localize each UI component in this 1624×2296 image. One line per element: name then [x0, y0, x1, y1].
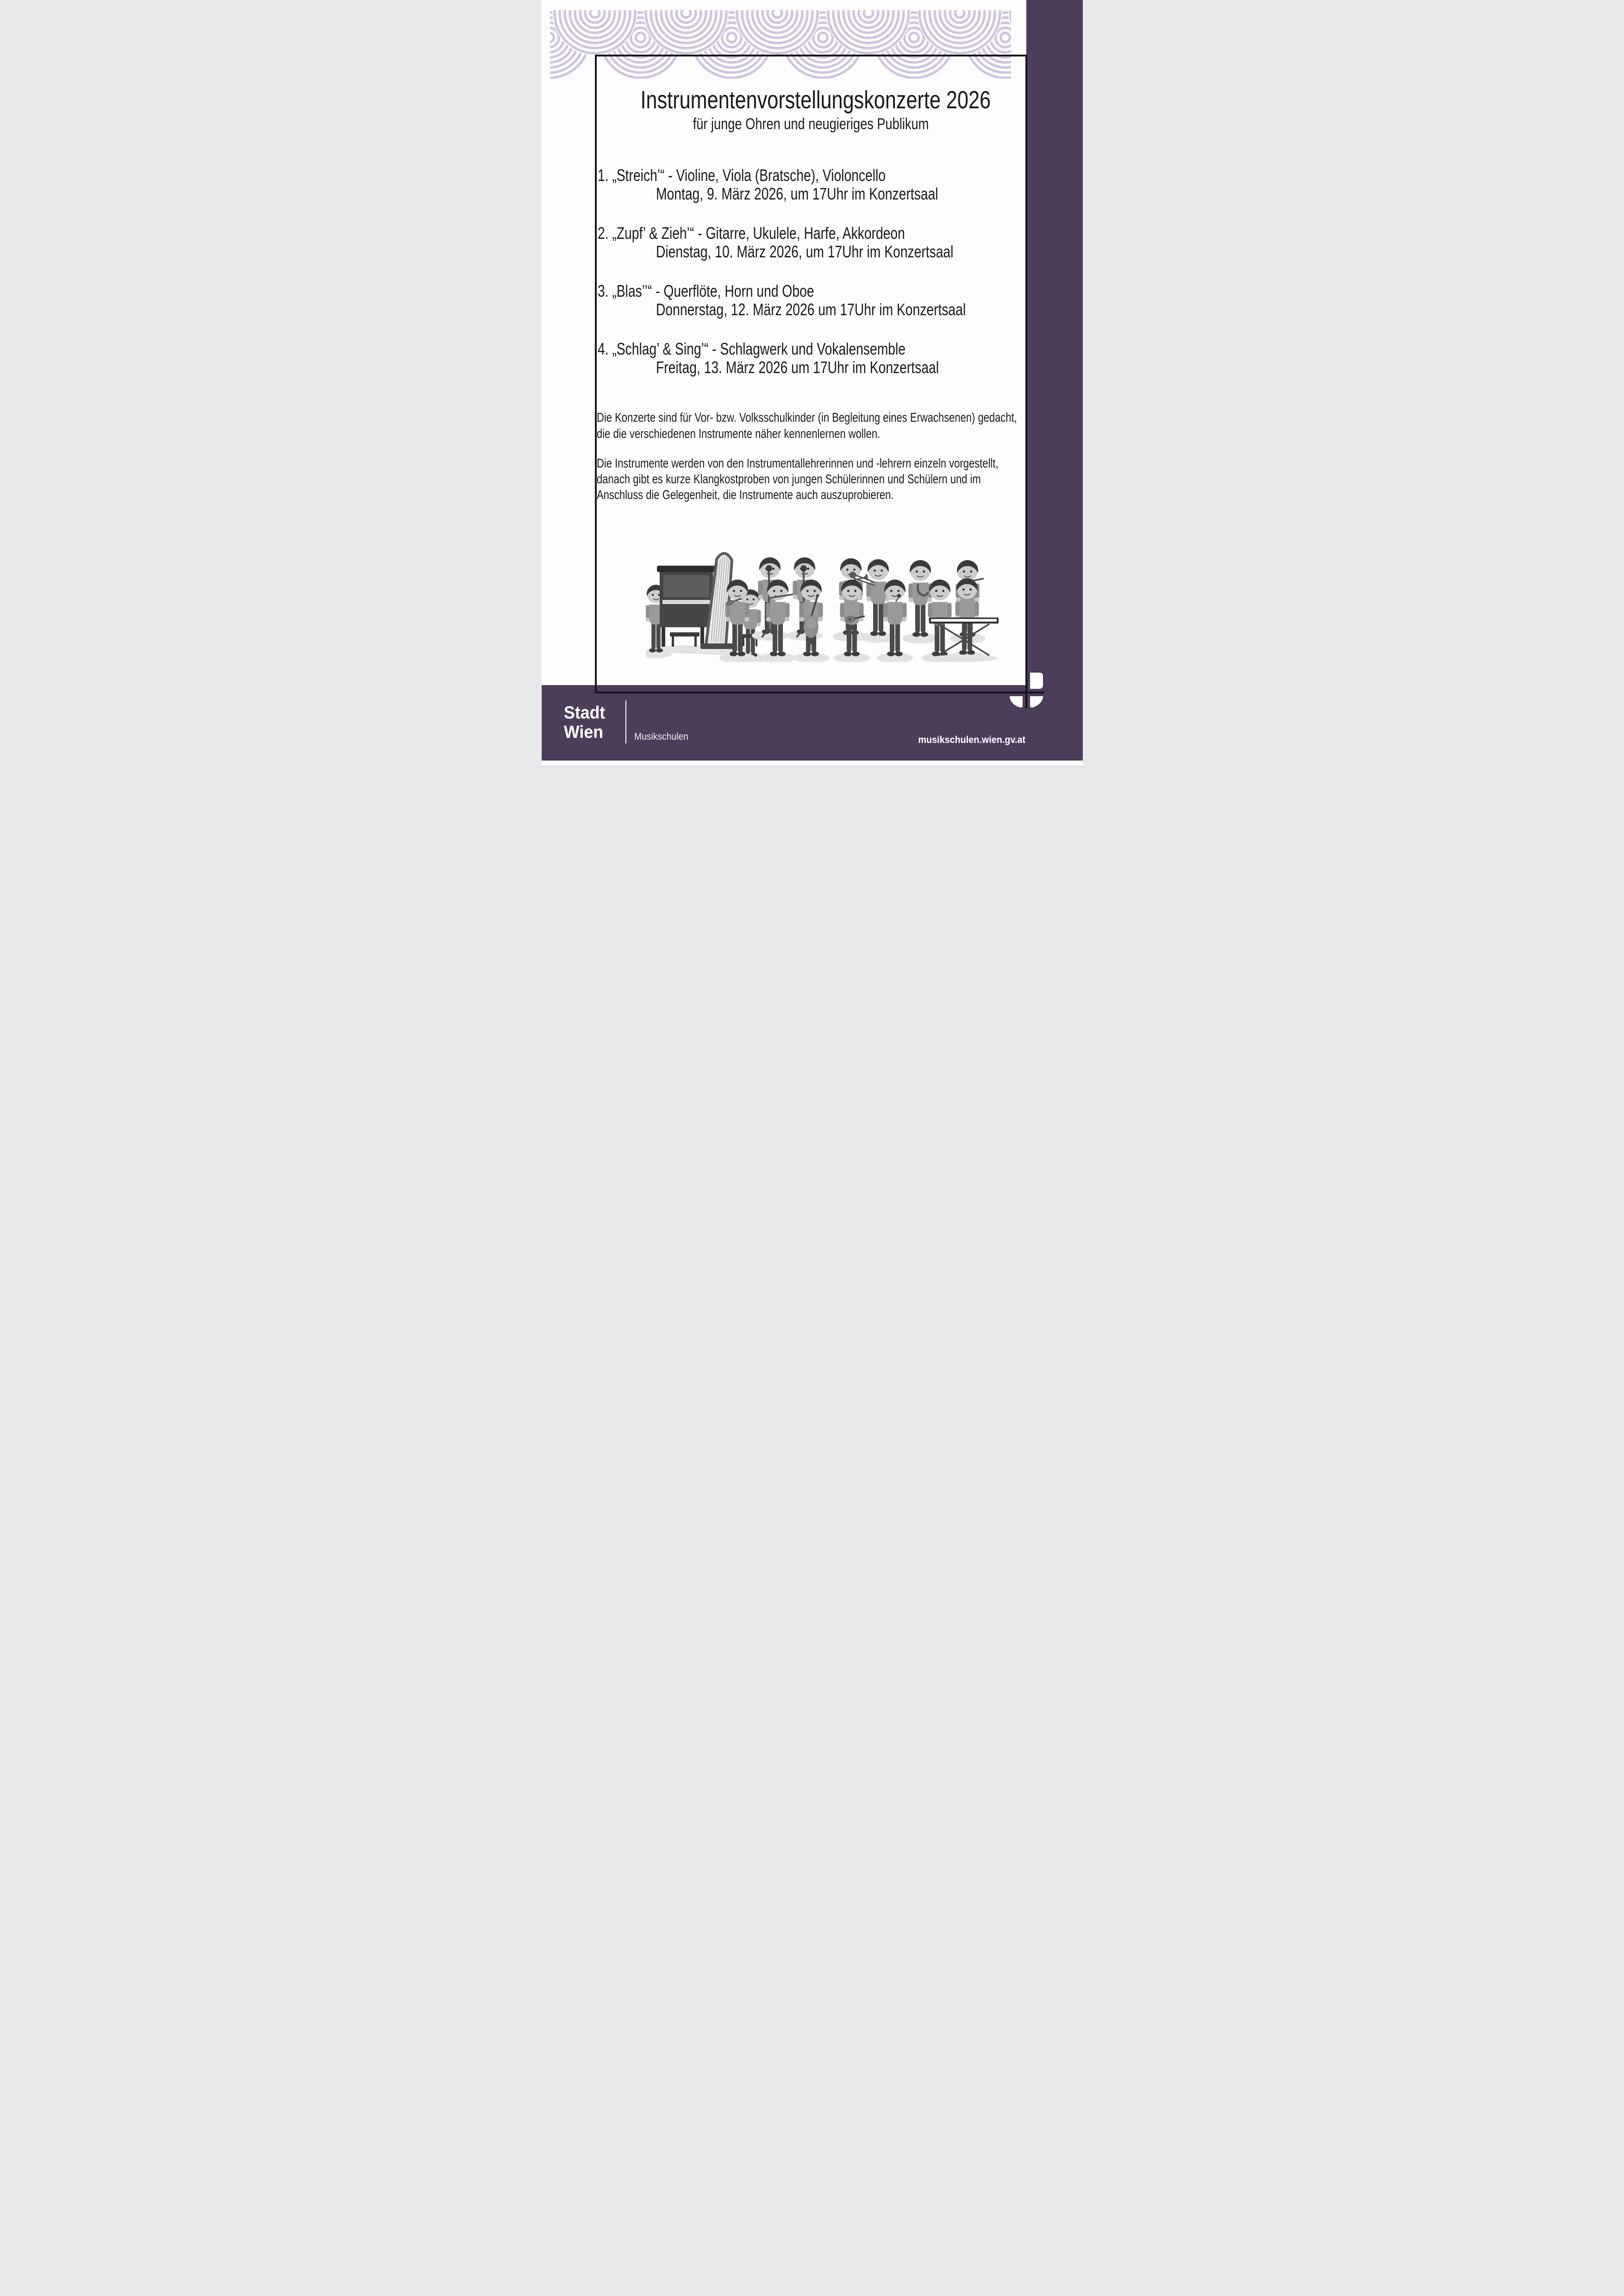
footer-band: [542, 685, 1083, 761]
page-title: [597, 87, 1025, 113]
saxophone-girl-illustration: [902, 560, 938, 643]
event-1-date: Montag, 9. März 2026, um 17Uhr im Konzertsaal: [656, 184, 938, 203]
brand-line-stadt: Stadt: [563, 703, 605, 723]
event-2-date: Dienstag, 10. März 2026, um 17Uhr im Konzertsaal: [656, 242, 953, 261]
department-label: Musikschulen: [634, 731, 688, 742]
info-paragraph-1: Die Konzerte sind für Vor- bzw. Volksschulkinder (in Begleitung eines Erwachsenen) gedacht, die die verschiedenen Instrumente näher kennenlernen wollen.: [596, 410, 1017, 441]
page-subtitle-text: für junge Ohren und neugieriges Publikum: [693, 115, 929, 133]
event-3-date: Donnerstag, 12. März 2026 um 17Uhr im Konzertsaal: [656, 300, 966, 319]
page-title-text: Instrumentenvorstellungskonzerte 2026: [640, 86, 991, 114]
stadt-wien-shield-icon: [1008, 671, 1044, 710]
brand-line-wien: Wien: [563, 723, 603, 742]
event-2-title: 2. „Zupf’ & Zieh’“ - Gitarre, Ukulele, Harfe, Akkordeon: [597, 224, 905, 243]
info-paragraph-2: Die Instrumente werden von den Instrumentallehrerinnen und -lehrern einzeln vorgestellt, danach gibt es kurze Klangkostproben von jungen Schülerinnen und Schülern und im Anschluss die Gelegenheit, die Instrumente auch auszuprobieren.: [596, 456, 998, 502]
event-4-date: Freitag, 13. März 2026 um 17Uhr im Konzertsaal: [656, 358, 939, 377]
website-url: musikschulen.wien.gv.at: [918, 734, 1025, 745]
stadt-wien-logo: [564, 703, 605, 742]
event-3-title: 3. „Blas’’“ - Querflöte, Horn und Oboe: [597, 281, 814, 300]
poster-page: [542, 0, 1083, 765]
event-4-title: 4. „Schlag’ & Sing’“ - Schlagwerk und Vokalensemble: [597, 339, 906, 358]
shield-bottom-left-quarter: [1010, 696, 1023, 708]
page-subtitle: [597, 115, 1025, 133]
purple-side-bar: [1026, 0, 1083, 686]
event-1-title: 1. „Streich’“ - Violine, Viola (Bratsche), Violoncello: [597, 166, 886, 185]
brand-separator-line: [625, 700, 627, 743]
shield-top-right-quarter: [1030, 673, 1043, 689]
children-orchestra-illustration: [646, 527, 1025, 662]
shield-bottom-right-quarter: [1030, 696, 1043, 708]
